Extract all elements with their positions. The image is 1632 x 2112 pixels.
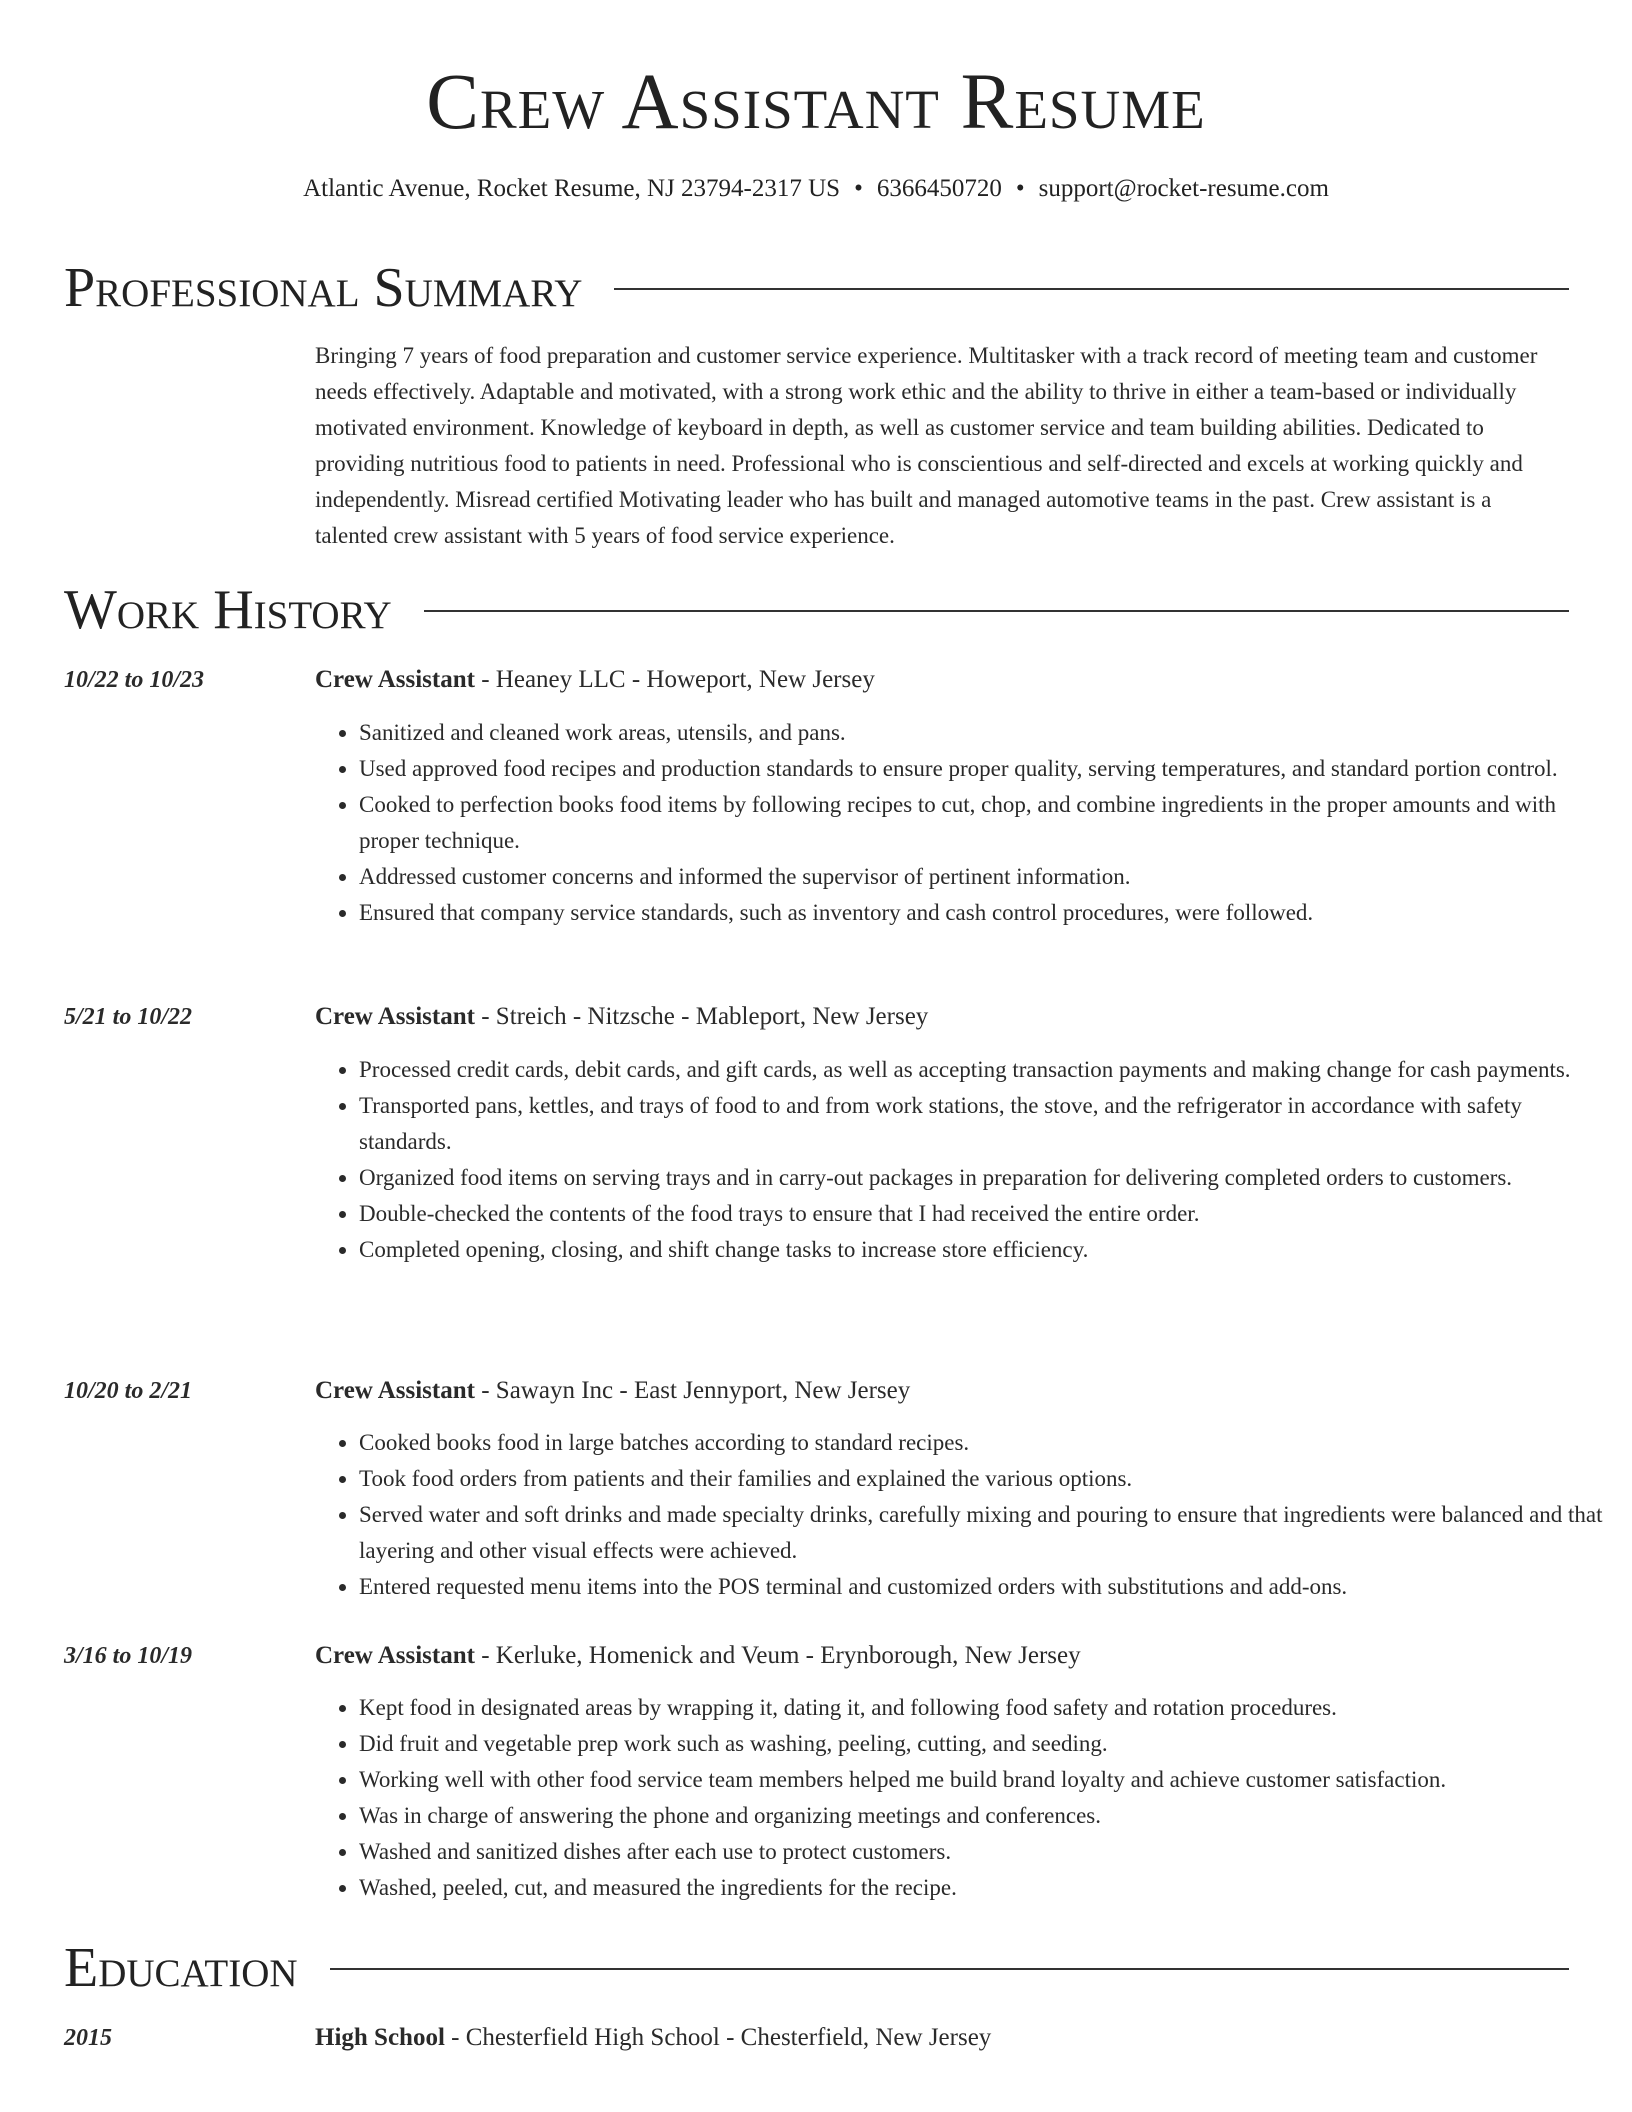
contact-line: [0, 172, 1632, 206]
list-item: • Cooked books food in large batches according to standard recipes.: [359, 1425, 1613, 1461]
job-title-line: [315, 1638, 1569, 1674]
list-item: • Double-checked the contents of the food trays to ensure that I had received the entire order.: [359, 1196, 1613, 1232]
job-bullets: [315, 1690, 1613, 1906]
list-item: • Took food orders from patients and their families and explained the various options.: [359, 1461, 1613, 1497]
section-title: Work History: [64, 579, 392, 641]
list-item: • Working well with other food service team members helped me build brand loyalty and achieve customer satisfaction.: [359, 1762, 1613, 1798]
job-bullets: [315, 1425, 1613, 1605]
list-item: • Served water and soft drinks and made specialty drinks, carefully mixing and pouring to ensure that ingredients were balanced and that layering and other visual effects were achieved.: [359, 1497, 1613, 1569]
list-item: • Used approved food recipes and production standards to ensure proper quality, serving temperatures, and standard portion control.: [359, 751, 1613, 787]
email[interactable]: support@rocket-resume.com: [1038, 175, 1329, 202]
list-item: • Completed opening, closing, and shift change tasks to increase store efficiency.: [359, 1232, 1613, 1268]
list-item: • Organized food items on serving trays and in carry-out packages in preparation for delivering completed orders to customers.: [359, 1160, 1613, 1196]
summary-text: Bringing 7 years of food preparation and customer service experience. Multitasker with a track record of meeting team and customer needs effectively. Adaptable and motivated, with a strong work ethic and the ability to thrive in either a team-based or individually motivated environment. Knowledge of keyboard in depth, as well as customer service and team building abilities. Dedicated to providing nutritious food to patients in need. Professional who is conscientious and self-directed and excels at working quickly and independently. Misread certified Motivating leader who has built and managed automotive teams in the past. Crew assistant is a talented crew assistant with 5 years of food service experience.: [315, 343, 1538, 548]
job-role: Crew Assistant: [315, 1003, 475, 1030]
job-employer: - Streich - Nitzsche - Mableport, New Jersey: [474, 1003, 929, 1030]
section-divider: [424, 610, 1569, 612]
section-header-summary: [64, 256, 1569, 320]
job-title-line: [315, 662, 1569, 698]
job-employer: - Heaney LLC - Howeport, New Jersey: [474, 666, 875, 693]
education-school: - Chesterfield High School - Chesterfield, New Jersey: [444, 2024, 992, 2051]
section-divider: [330, 1968, 1569, 1970]
list-item: • Did fruit and vegetable prep work such as washing, peeling, cutting, and seeding.: [359, 1726, 1613, 1762]
list-item: • Was in charge of answering the phone and organizing meetings and conferences.: [359, 1798, 1613, 1834]
list-item: • Cooked to perfection books food items by following recipes to cut, chop, and combine ingredients in the proper amounts and with proper technique.: [359, 787, 1613, 859]
resume-title: Crew Assistant Resume: [426, 59, 1206, 146]
list-item: • Ensured that company service standards, such as inventory and cash control procedures, were followed.: [359, 895, 1613, 931]
section-header-work-history: [64, 578, 1569, 642]
address: Atlantic Avenue, Rocket Resume, NJ 23794-2317 US: [303, 175, 841, 202]
education-year: 2015: [64, 2025, 112, 2051]
contact-separator: •: [1015, 175, 1025, 202]
list-item: • Entered requested menu items into the POS terminal and customized orders with substitutions and add-ons.: [359, 1569, 1613, 1605]
list-item: • Processed credit cards, debit cards, and gift cards, as well as accepting transaction payments and making change for cash payments.: [359, 1052, 1613, 1088]
list-item: • Kept food in designated areas by wrapping it, dating it, and following food safety and rotation procedures.: [359, 1690, 1613, 1726]
job-dates: 5/21 to 10/22: [64, 1004, 193, 1030]
job-dates: 10/20 to 2/21: [64, 1378, 193, 1404]
job-dates: 10/22 to 10/23: [64, 667, 205, 693]
job-bullets: [315, 715, 1613, 931]
job-employer: - Sawayn Inc - East Jennyport, New Jersey: [474, 1377, 911, 1404]
list-item: • Transported pans, kettles, and trays of food to and from work stations, the stove, and the refrigerator in accordance with safety standards.: [359, 1088, 1613, 1160]
job-role: Crew Assistant: [315, 1377, 475, 1404]
section-title: Education: [64, 1937, 298, 1999]
list-item: • Addressed customer concerns and informed the supervisor of pertinent information.: [359, 859, 1613, 895]
job-title-line: [315, 999, 1569, 1035]
job-title-line: [315, 1373, 1569, 1409]
phone: 6366450720: [876, 175, 1002, 202]
section-divider: [614, 288, 1569, 290]
job-dates: 3/16 to 10/19: [64, 1643, 193, 1669]
education-line: [315, 2020, 1569, 2056]
list-item: • Washed, peeled, cut, and measured the ingredients for the recipe.: [359, 1870, 1613, 1906]
education-degree: High School: [315, 2024, 445, 2051]
job-role: Crew Assistant: [315, 666, 475, 693]
section-title: Professional Summary: [64, 257, 583, 319]
job-role: Crew Assistant: [315, 1642, 475, 1669]
job-employer: - Kerluke, Homenick and Veum - Erynborough, New Jersey: [474, 1642, 1081, 1669]
contact-separator: •: [854, 175, 863, 202]
section-header-education: [64, 1936, 1569, 2000]
list-item: • Sanitized and cleaned work areas, utensils, and pans.: [359, 715, 1613, 751]
job-bullets: [315, 1052, 1613, 1268]
list-item: • Washed and sanitized dishes after each use to protect customers.: [359, 1834, 1613, 1870]
